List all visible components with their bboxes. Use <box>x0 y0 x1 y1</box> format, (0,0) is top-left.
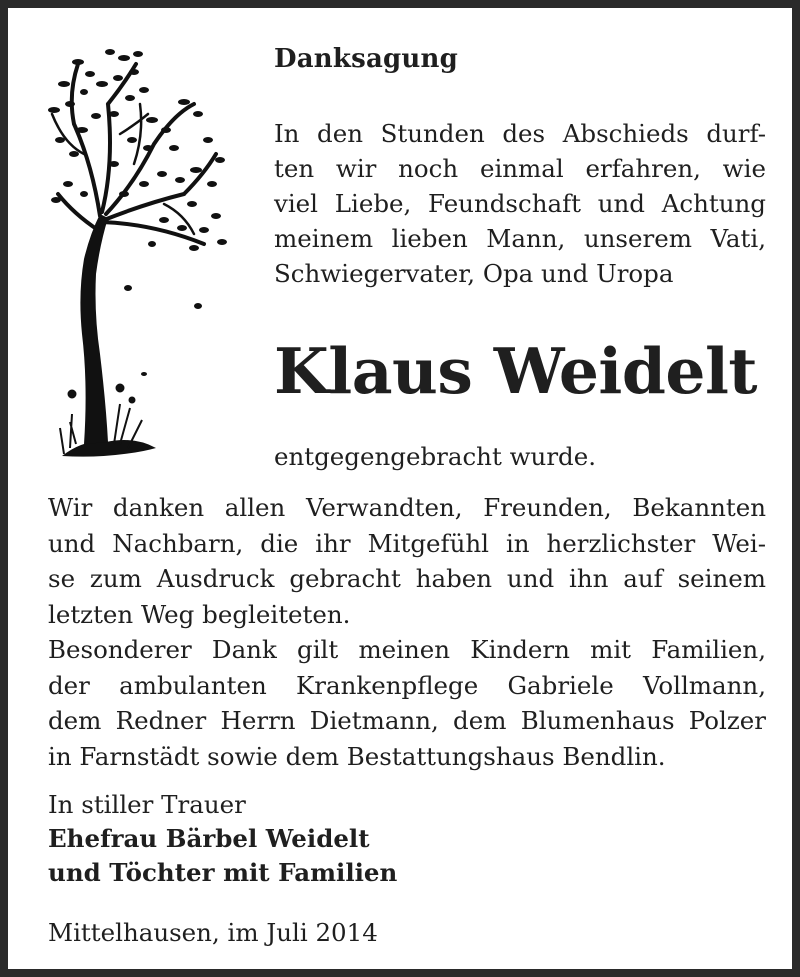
intro-line: Schwiegervater, Opa und Uropa <box>274 259 674 288</box>
deceased-name: Klaus Weidelt <box>274 334 758 408</box>
thanks-line: se zum Ausdruck gebracht haben und ihn auf seinem <box>48 564 766 593</box>
intro-line: viel Liebe, Feundschaft und Achtung <box>274 189 766 218</box>
signature-block <box>48 788 397 890</box>
heading: Danksagung <box>274 44 458 74</box>
intro-line: In den Stunden des Abschieds durf- <box>274 119 766 148</box>
thanks-line: dem Redner Herrn Dietmann, dem Blumenhaus Polzer <box>48 706 766 735</box>
thanks-line: der ambulanten Krankenpflege Gabriele Vollmann, <box>48 670 766 700</box>
after-name-text: entgegengebracht wurde. <box>274 442 597 471</box>
thanks-line: in Farnstädt sowie dem Bestattungshaus Bendlin. <box>48 741 666 771</box>
tree-icon <box>44 44 234 464</box>
signature-line: und Töchter mit Familien <box>48 858 398 887</box>
signature-line: Ehefrau Bärbel Weidelt <box>48 824 370 853</box>
thanks-line: Besonderer Dank gilt meinen Kindern mit Familien, <box>48 635 766 664</box>
intro-line: meinem lieben Mann, unserem Vati, <box>274 224 766 253</box>
thanks-line: letzten Weg begleiteten. <box>48 599 351 629</box>
thanks-line: und Nachbarn, die ihr Mitgefühl in herzlichster Wei- <box>48 528 766 558</box>
intro-line: ten wir noch einmal erfahren, wie <box>274 154 766 183</box>
thanks-line: Wir danken allen Verwandten, Freunden, Bekannten <box>48 493 766 522</box>
place-date: Mittelhausen, im Juli 2014 <box>48 918 378 947</box>
mourning-line: In stiller Trauer <box>48 790 246 819</box>
intro-text <box>274 116 766 291</box>
thanks-text <box>48 490 766 774</box>
